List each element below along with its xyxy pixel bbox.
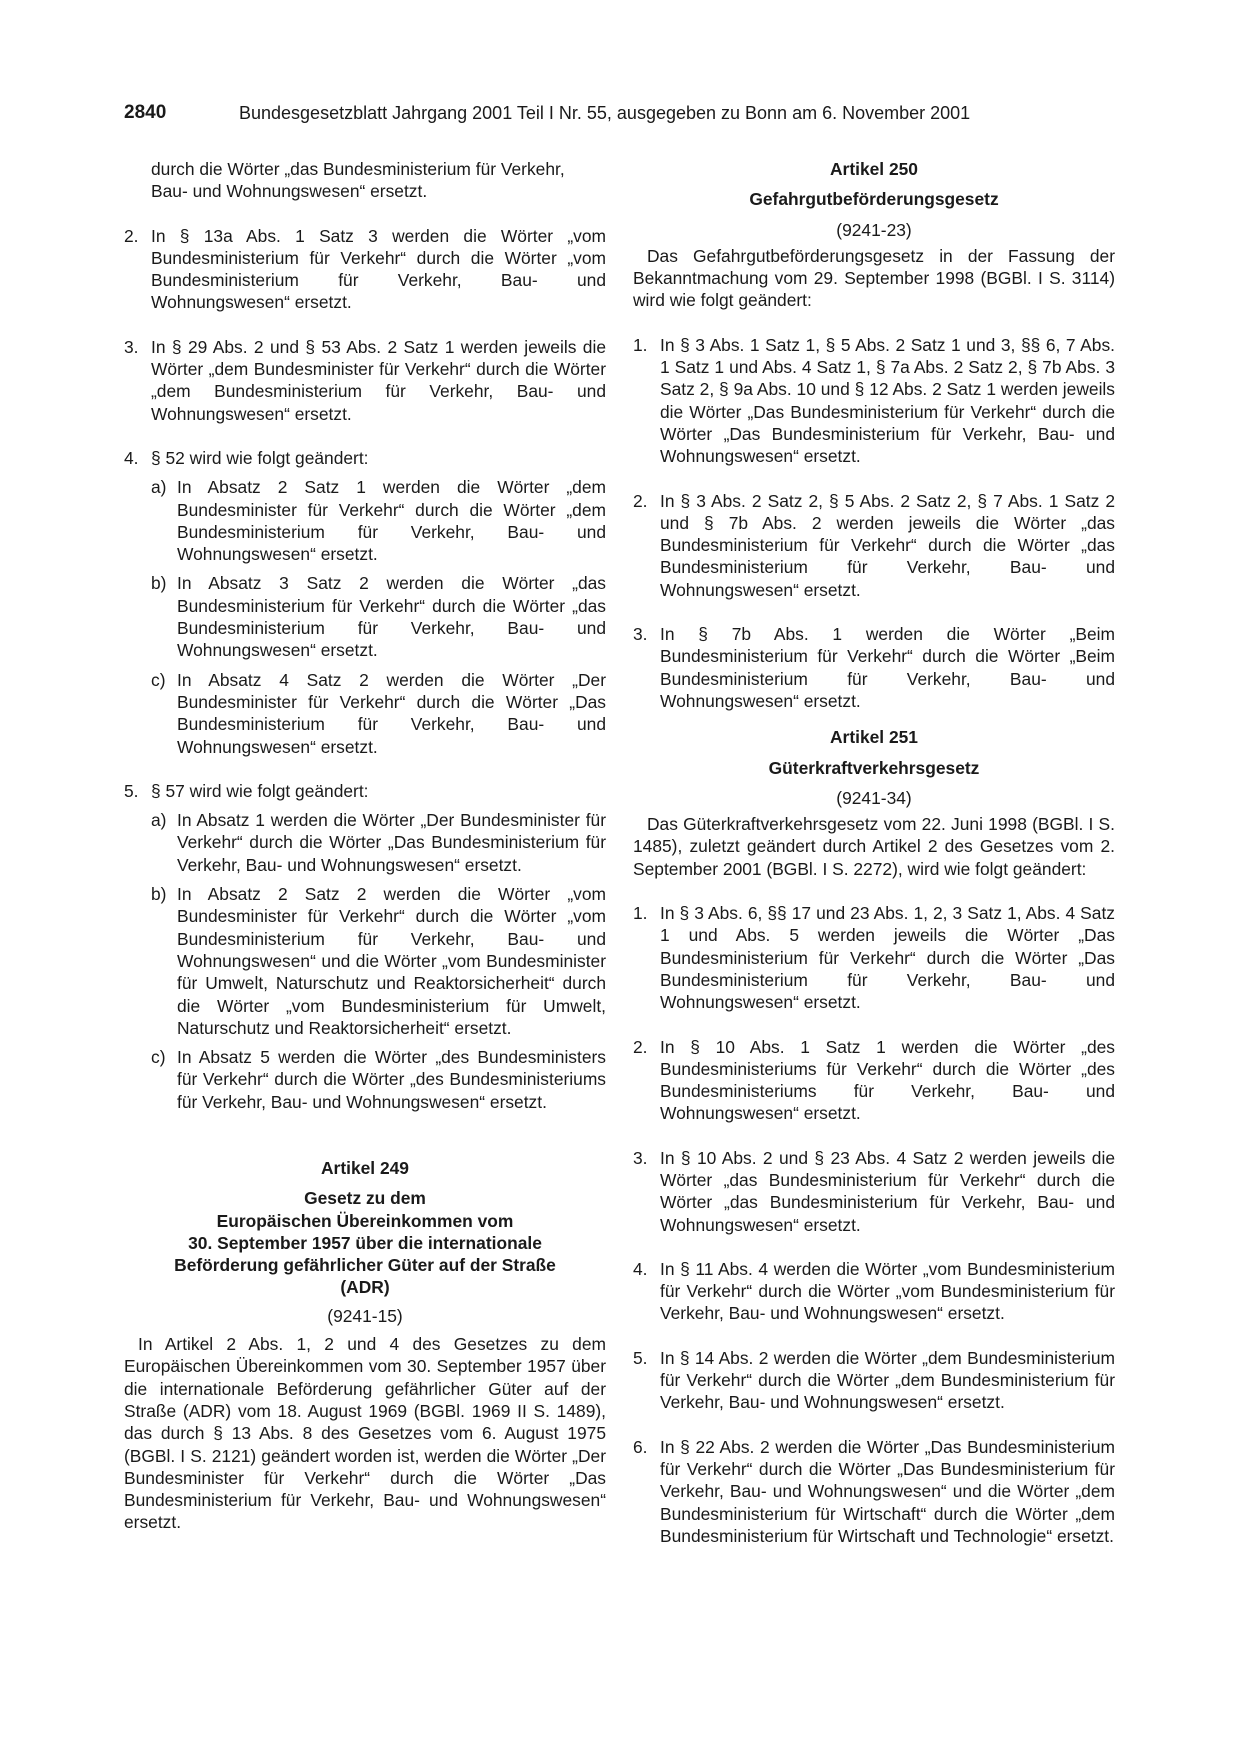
- article-title-line: (ADR): [340, 1277, 390, 1298]
- continuation-text: durch die Wörter „das Bundesministerium für Verkehr, Bau- und Wohnungswesen“ ersetzt.: [151, 159, 565, 202]
- list-item: [633, 623, 1115, 712]
- item-text: In § 3 Abs. 6, §§ 17 und 23 Abs. 1, 2, 3 Satz 1, Abs. 4 Satz 1 und Abs. 5 werden jeweils die Wörter „Das Bundesministerium für Verkehr“ durch die Wörter „Das Bundesministerium für Verkehr, Bau- und Wohnungswesen“ ersetzt.: [660, 903, 1115, 1013]
- item-number: 3.: [633, 624, 648, 645]
- article-intro: Das Güterkraftverkehrsgesetz vom 22. Juni 1998 (BGBl. I S. 1485), zuletzt geändert durch Artikel 2 des Gesetzes vom 2. September 2001 (BGBl. I S. 2272), wird wie folgt geändert:: [633, 814, 1115, 879]
- article-heading: Artikel 249: [321, 1157, 409, 1178]
- page-number: 2840: [124, 102, 167, 123]
- list-item: [633, 1147, 1115, 1236]
- item-text: In § 3 Abs. 2 Satz 2, § 5 Abs. 2 Satz 2, § 7 Abs. 1 Satz 2 und § 7b Abs. 2 werden jeweils die Wörter „das Bundesministerium für Verkehr“ durch die Wörter „das Bundesministerium für Verkehr, Bau- und Wohnungswesen“ ersetzt.: [660, 490, 1115, 600]
- list-item: [124, 780, 606, 802]
- article-title-line: Gesetz zu dem: [304, 1188, 426, 1209]
- article-title-line: 30. September 1957 über die internationale: [188, 1232, 542, 1253]
- sub-item-text: In Absatz 2 Satz 1 werden die Wörter „dem Bundesminister für Verkehr“ durch die Wörter „dem Bundesministerium für Verkehr, Bau- und Wohnungswesen“ ersetzt.: [177, 477, 606, 565]
- article-code: (9241-34): [836, 787, 912, 808]
- item-number: 1.: [633, 334, 648, 355]
- list-item: [633, 1258, 1115, 1325]
- list-item: [633, 1436, 1115, 1547]
- item-number: 5.: [633, 1347, 648, 1368]
- sub-item: [124, 809, 606, 876]
- page-header: [124, 98, 1114, 128]
- list-item: [124, 225, 606, 314]
- article-intro: Das Gefahrgutbeförderungsgesetz in der Fassung der Bekanntmachung vom 29. September 1998 (BGBl. I S. 3114) wird wie folgt geändert:: [633, 245, 1115, 311]
- article-title-line: Beförderung gefährlicher Güter auf der Straße: [174, 1255, 556, 1276]
- article-title: Güterkraftverkehrsgesetz: [768, 757, 980, 778]
- sub-item-letter: b): [151, 573, 167, 594]
- list-item: [124, 336, 606, 425]
- item-number: 4.: [124, 447, 139, 468]
- item-text: In § 22 Abs. 2 werden die Wörter „Das Bundesministerium für Verkehr“ durch die Wörter „Das Bundesministerium für Verkehr, Bau- und Wohnungswesen“ und die Wörter „dem Bundesministerium für Wirtschaft“ durch die Wörter „dem Bundesministerium für Wirtschaft und Technologie“ ersetzt.: [660, 1436, 1115, 1546]
- list-item: [633, 490, 1115, 601]
- article-heading: Artikel 250: [830, 159, 918, 179]
- item-text: In § 7b Abs. 1 werden die Wörter „Beim Bundesministerium für Verkehr“ durch die Wörter „Beim Bundesministerium für Verkehr, Bau- und Wohnungswesen“ ersetzt.: [660, 624, 1115, 711]
- sub-item-text: In Absatz 5 werden die Wörter „des Bundesministers für Verkehr“ durch die Wörter „des Bundesministeriums für Verkehr, Bau- und Wohnungswesen“ ersetzt.: [177, 1047, 606, 1112]
- list-item: [633, 902, 1115, 1013]
- item-text: § 52 wird wie folgt geändert:: [151, 447, 369, 468]
- item-number: 6.: [633, 1436, 648, 1457]
- list-item: [633, 334, 1115, 468]
- right-column: [633, 158, 1115, 1547]
- item-text: In § 10 Abs. 1 Satz 1 werden die Wörter „des Bundesministeriums für Verkehr“ durch die Wörter „des Bundesministeriums für Verkehr, Bau- und Wohnungswesen“ ersetzt.: [660, 1036, 1115, 1124]
- item-number: 2.: [124, 225, 139, 246]
- sub-item-letter: b): [151, 884, 167, 905]
- sub-item-letter: a): [151, 477, 167, 498]
- article-text: In Artikel 2 Abs. 1, 2 und 4 des Gesetzes zu dem Europäischen Übereinkommen vom 30. September 1957 über die internationale Beförderung gefährlicher Güter auf der Straße (ADR) vom 18. August 1969 (BGBl. 1969 II S. 1489), das durch § 13 Abs. 8 des Gesetzes vom 6. August 1975 (BGBl. I S. 2121) geändert worden ist, werden die Wörter „Der Bundesminister für Verkehr“ durch die Wörter „Das Bundesministerium für Verkehr, Bau- und Wohnungswesen“ ersetzt.: [124, 1334, 606, 1533]
- item-text: § 57 wird wie folgt geändert:: [151, 780, 369, 801]
- sub-item: [124, 476, 606, 565]
- item-text: In § 11 Abs. 4 werden die Wörter „vom Bundesministerium für Verkehr“ durch die Wörter „vom Bundesministerium für Verkehr, Bau- und Wohnungswesen“ ersetzt.: [660, 1258, 1115, 1324]
- article-title-line: Europäischen Übereinkommen vom: [216, 1210, 514, 1231]
- item-number: 3.: [124, 336, 139, 357]
- sub-item-text: In Absatz 1 werden die Wörter „Der Bundesminister für Verkehr“ durch die Wörter „Das Bundesministerium für Verkehr, Bau- und Wohnungswesen“ ersetzt.: [177, 810, 606, 875]
- item-text: In § 14 Abs. 2 werden die Wörter „dem Bundesministerium für Verkehr“ durch die Wörter „dem Bundesministerium für Verkehr, Bau- und Wohnungswesen“ ersetzt.: [660, 1347, 1115, 1413]
- article-heading: Artikel 251: [830, 727, 918, 748]
- item-number: 1.: [633, 903, 648, 924]
- header-title: Bundesgesetzblatt Jahrgang 2001 Teil I Nr. 55, ausgegeben zu Bonn am 6. November 2001: [239, 103, 971, 123]
- item-text: In § 29 Abs. 2 und § 53 Abs. 2 Satz 1 werden jeweils die Wörter „dem Bundesminister für Verkehr“ durch die Wörter „dem Bundesministerium für Verkehr, Bau- und Wohnungswesen“ ersetzt.: [151, 336, 606, 424]
- article-title: Gefahrgutbeförderungsgesetz: [749, 189, 999, 210]
- item-number: 4.: [633, 1258, 648, 1279]
- sub-item-text: In Absatz 2 Satz 2 werden die Wörter „vom Bundesminister für Verkehr“ durch die Wörter „vom Bundesministerium für Verkehr, Bau- und Wohnungswesen“ und die Wörter „vom Bundesminister für Umwelt, Naturschutz und Reaktorsicherheit“ durch die Wörter „vom Bundesministerium für Umwelt, Naturschutz und Reaktorsicherheit“ ersetzt.: [177, 884, 606, 1038]
- sub-item-text: In Absatz 3 Satz 2 werden die Wörter „das Bundesministerium für Verkehr“ durch die Wörter „das Bundesministerium für Verkehr, Bau- und Wohnungswesen“ ersetzt.: [177, 573, 606, 661]
- sub-item-letter: c): [151, 669, 166, 690]
- item-number: 2.: [633, 490, 648, 511]
- sub-item: [124, 669, 606, 758]
- sub-item-letter: a): [151, 810, 167, 831]
- article-code: (9241-23): [836, 219, 912, 240]
- item-text: In § 10 Abs. 2 und § 23 Abs. 4 Satz 2 werden jeweils die Wörter „das Bundesministerium für Verkehr“ durch die Wörter „das Bundesministerium für Verkehr, Bau- und Wohnungswesen“ ersetzt.: [660, 1147, 1115, 1235]
- sub-item-text: In Absatz 4 Satz 2 werden die Wörter „Der Bundesminister für Verkehr“ durch die Wörter „Das Bundesministerium für Verkehr, Bau- und Wohnungswesen“ ersetzt.: [177, 669, 606, 757]
- item-number: 5.: [124, 780, 139, 801]
- list-item: [633, 1347, 1115, 1414]
- item-number: 3.: [633, 1147, 648, 1168]
- sub-item: [124, 883, 606, 1039]
- sub-item-letter: c): [151, 1047, 166, 1068]
- list-item: [124, 447, 606, 469]
- left-column: [124, 158, 606, 1534]
- item-text: In § 13a Abs. 1 Satz 3 werden die Wörter „vom Bundesministerium für Verkehr“ durch die Wörter „vom Bundesministerium für Verkehr, Bau- und Wohnungswesen“ ersetzt.: [151, 225, 606, 313]
- article-code: (9241-15): [327, 1305, 403, 1326]
- list-item: [633, 1036, 1115, 1125]
- sub-item: [124, 572, 606, 661]
- item-text: In § 3 Abs. 1 Satz 1, § 5 Abs. 2 Satz 1 und 3, §§ 6, 7 Abs. 1 Satz 1 und Abs. 4 Satz 1, § 7a Abs. 2 Satz 2, § 7b Abs. 3 Satz 2, § 9a Abs. 10 und § 12 Abs. 2 Satz 1 werden jeweils die Wörter „Das Bundesministerium für Verkehr“ durch die Wörter „Das Bundesministerium für Verkehr, Bau- und Wohnungswesen“ ersetzt.: [660, 334, 1115, 467]
- item-number: 2.: [633, 1036, 648, 1057]
- sub-item: [124, 1046, 606, 1113]
